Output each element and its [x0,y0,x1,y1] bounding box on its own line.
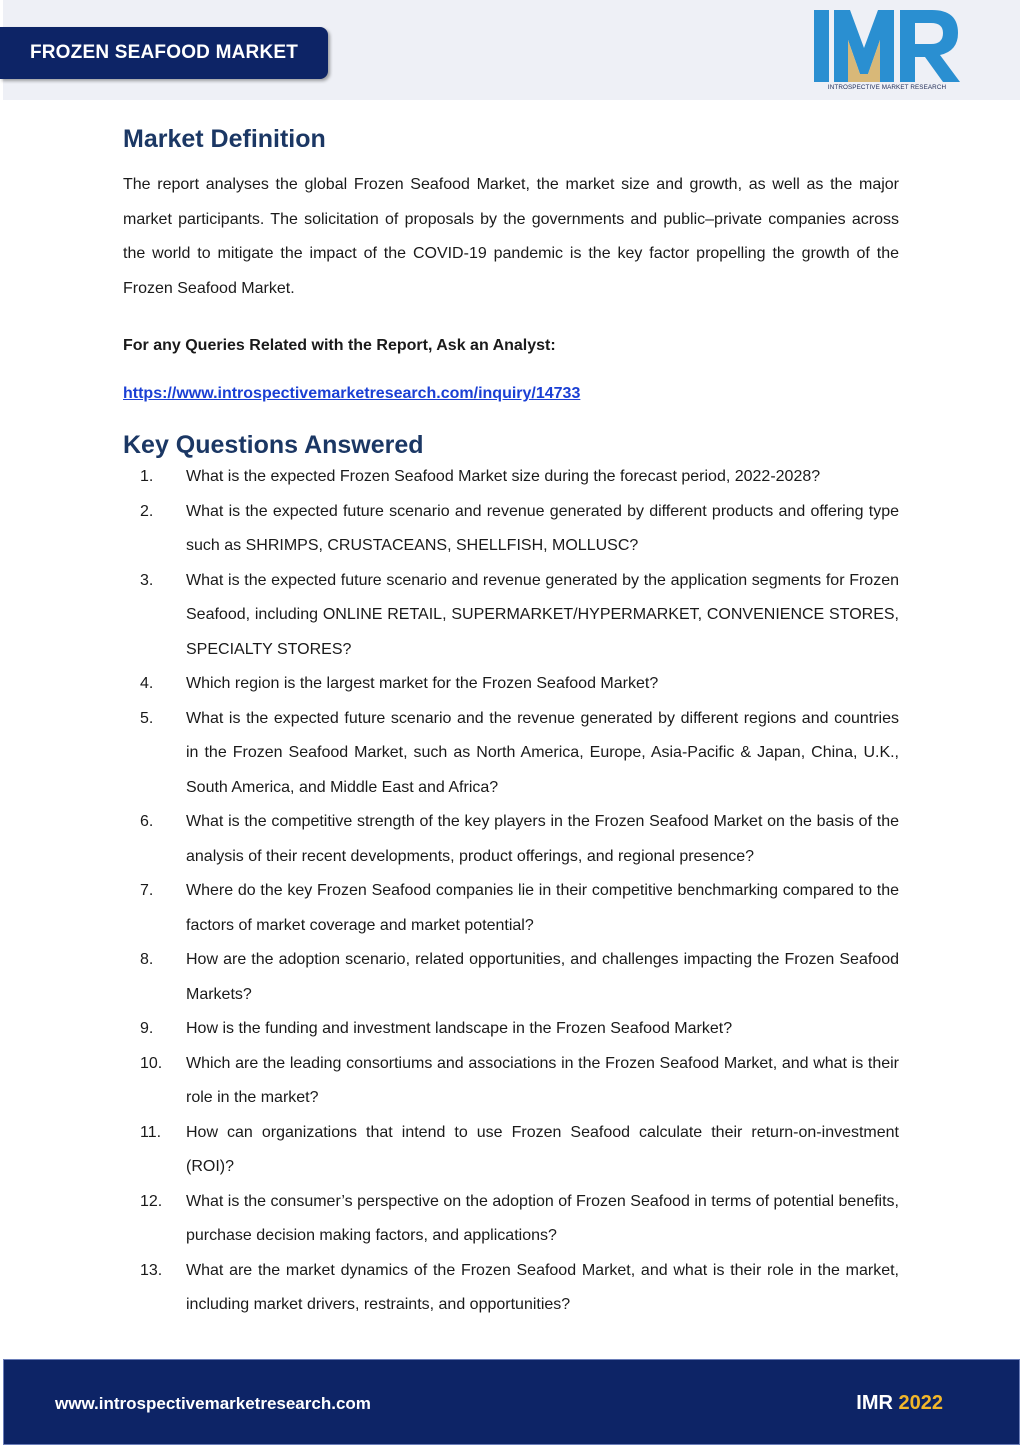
question-text: Which are the leading consortiums and associations in the Frozen Seafood Market, and what is their role in the market? [186,1054,899,1106]
question-item [123,667,899,702]
question-item [123,1047,899,1116]
footer-brand-name: IMR [856,1392,893,1414]
question-text: What is the expected future scenario and revenue generated by different products and offering type such as SHRIMPS, CRUSTACEANS, SHELLFISH, MOLLUSC? [186,502,899,554]
question-text: Which region is the largest market for the Frozen Seafood Market? [186,675,659,692]
question-text: What are the market dynamics of the Frozen Seafood Market, and what is their role in the market, including market drivers, restraints, and opportunities? [186,1261,899,1313]
question-number: 1. [140,468,154,485]
imr-logo-icon [812,8,962,94]
question-number: 5. [140,709,154,727]
question-number: 9. [140,1020,154,1037]
question-item [123,702,899,806]
question-number: 3. [140,571,154,589]
question-number: 10. [140,1054,163,1072]
question-item [123,874,899,943]
footer-bar [3,1359,1020,1445]
question-item [123,1012,899,1047]
market-definition-heading: Market Definition [123,125,326,153]
question-text: How is the funding and investment landscape in the Frozen Seafood Market? [186,1020,733,1037]
question-text: What is the consumer’s perspective on the adoption of Frozen Seafood in terms of potential benefits, purchase decision making factors, and applications? [186,1192,899,1244]
question-item [123,460,899,495]
question-text: What is the expected Frozen Seafood Market size during the forecast period, 2022-2028? [186,468,821,485]
question-number: 6. [140,813,154,830]
question-text: What is the expected future scenario and revenue generated by the application segments for Frozen Seafood, including ONLINE RETAIL, SUPERMARKET/HYPERMARKET, CONVENIENCE STORES, SPECIALTY STORES? [186,571,899,658]
question-text: How can organizations that intend to use Frozen Seafood calculate their return-on-investment (ROI)? [186,1123,899,1175]
question-item [123,943,899,1012]
question-number: 8. [140,951,154,968]
question-item [123,1116,899,1185]
question-text: How are the adoption scenario, related opportunities, and challenges impacting the Frozen Seafood Markets? [186,951,899,1003]
report-title: FROZEN SEAFOOD MARKET [29,42,299,63]
question-item [123,1254,899,1323]
question-number: 12. [140,1192,163,1210]
inquiry-link[interactable]: https://www.introspectivemarketresearch.com/inquiry/14733 [123,385,581,402]
question-item [123,564,899,668]
report-title-badge [0,27,328,79]
question-item [123,495,899,564]
footer-brand [856,1392,943,1415]
key-questions-list [123,460,899,1323]
question-item [123,805,899,874]
question-text: Where do the key Frozen Seafood companies lie in their competitive benchmarking compared to the factors of market coverage and market potential? [186,882,899,934]
logo-tagline: INTROSPECTIVE MARKET RESEARCH [827,84,947,91]
question-text: What is the expected future scenario and the revenue generated by different regions and countries in the Frozen Seafood Market, such as North America, Europe, Asia-Pacific & Japan, China, U.K., South America, and Middle East and Africa? [186,709,899,796]
footer-year: 2022 [898,1392,943,1414]
question-number: 13. [140,1261,163,1279]
footer-website: www.introspectivemarketresearch.com [55,1394,371,1413]
question-number: 7. [140,882,154,899]
question-number: 2. [140,502,154,520]
question-item [123,1185,899,1254]
market-definition-paragraph: The report analyses the global Frozen Seafood Market, the market size and growth, as well as the major market participants. The solicitation of proposals by the governments and public–private companies across the world to mitigate the impact of the COVID-19 pandemic is the key factor propelling the growth of the Frozen Seafood Market. [123,176,899,297]
question-number: 4. [140,675,154,692]
key-questions-heading: Key Questions Answered [123,431,424,459]
question-number: 11. [140,1123,162,1141]
analyst-query-label: For any Queries Related with the Report, Ask an Analyst: [123,337,556,354]
question-text: What is the competitive strength of the key players in the Frozen Seafood Market on the basis of the analysis of their recent developments, product offerings, and regional presence? [186,813,899,865]
